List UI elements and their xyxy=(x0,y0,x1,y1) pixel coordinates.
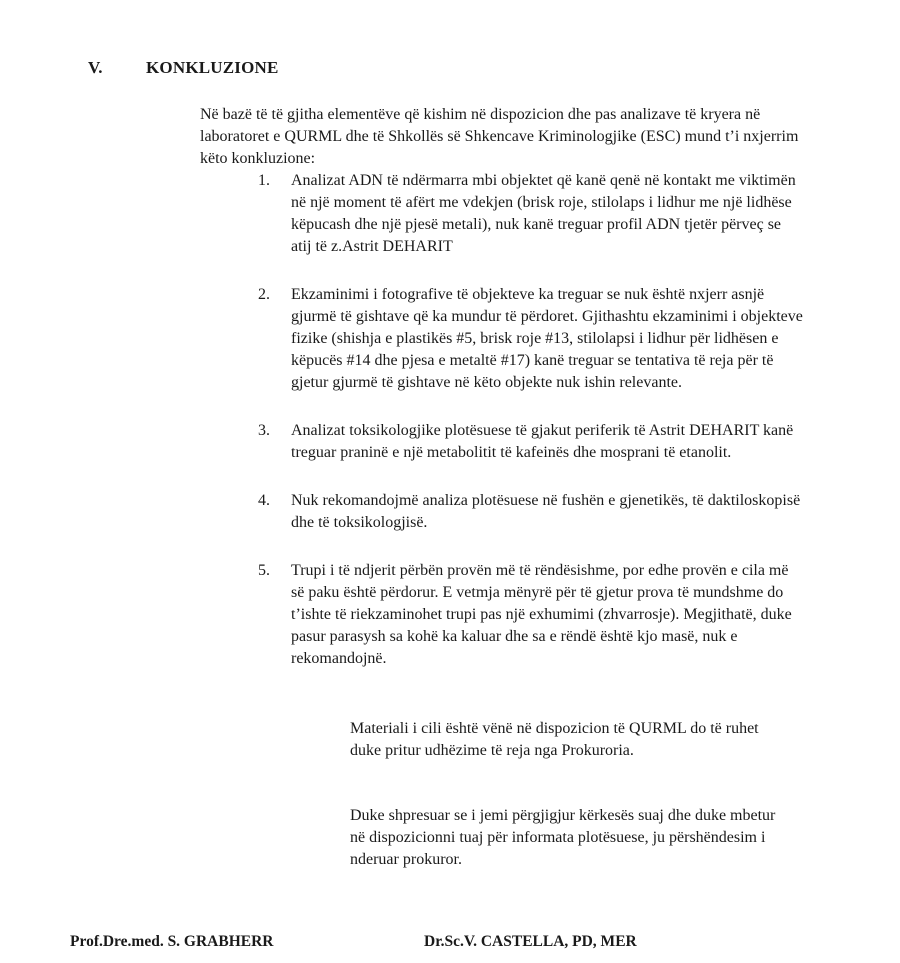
signature-left: Prof.Dre.med. S. GRABHERR xyxy=(70,933,274,950)
materials-paragraph: Materiali i cili është vënë në dispozicion të QURML do të ruhet duke pritur udhëzime të reja nga Prokuroria. xyxy=(350,720,759,759)
section-heading xyxy=(88,58,279,78)
list-item xyxy=(258,490,803,534)
section-number: V. xyxy=(88,58,103,77)
list-item-number: 2. xyxy=(258,286,270,303)
list-item-text: Analizat ADN të ndërmarra mbi objektet që kanë qenë në kontakt me viktimën në një moment të afërt me vdekjen (brisk roje, stilolaps i lidhur me një lidhëse këpucash dhe një pjesë metali), nuk kanë treguar profil ADN tjetër përveç se atij të z.Astrit DEHARIT xyxy=(291,172,796,255)
list-item-number: 1. xyxy=(258,172,270,189)
list-item-text: Ekzaminimi i fotografive të objekteve ka treguar se nuk është nxjerr asnjë gjurmë të gishtave që ka mundur të përdoret. Gjithashtu ekzaminimi i objekteve fizike (shishja e plastikës #5, brisk roje #13, stilolapsi i lidhur për lidhësen e këpucës #14 dhe pjesa e metaltë #17) kanë treguar se tentativa të reja për të gjetur gjurmë të gishtave në këto objekte nuk ishin relevante. xyxy=(291,286,803,391)
intro-paragraph: Në bazë të të gjitha elementëve që kishim në dispozicion dhe pas analizave të kryera në laboratoret e QURML dhe të Shkollës së Shkencave Kriminologjike (ESC) mund t’i nxjerrim këto konkluzione: xyxy=(200,106,799,167)
conclusions-list xyxy=(258,170,803,696)
list-item-text: Analizat toksikologjike plotësuese të gjakut periferik të Astrit DEHARIT kanë treguar praninë e një metabolitit të kafeinës dhe mosprani të etanolit. xyxy=(291,422,794,461)
list-item xyxy=(258,420,803,464)
list-item-number: 4. xyxy=(258,492,270,509)
list-item xyxy=(258,170,803,258)
list-item-number: 5. xyxy=(258,562,270,579)
section-title: KONKLUZIONE xyxy=(146,58,279,77)
list-item-text: Nuk rekomandojmë analiza plotësuese në fushën e gjenetikës, të daktiloskopisë dhe të toksikologjisë. xyxy=(291,492,801,531)
signature-right: Dr.Sc.V. CASTELLA, PD, MER xyxy=(424,933,637,950)
list-item-number: 3. xyxy=(258,422,270,439)
closing-paragraph: Duke shpresuar se i jemi përgjigjur kërkesës suaj dhe duke mbetur në dispozicionni tuaj për informata plotësuese, ju përshëndesim i nderuar prokuror. xyxy=(350,807,776,868)
list-item xyxy=(258,560,803,670)
list-item xyxy=(258,284,803,394)
list-item-text: Trupi i të ndjerit përbën provën më të rëndësishme, por edhe provën e cila më së paku është përdorur. E vetmja mënyrë për të gjetur prova të mundshme do t’ishte të riekzaminohet trupi pas një exhumimi (zhvarrosje). Megjithatë, duke pasur parasysh sa kohë ka kaluar dhe sa e rëndë është kjo masë, nuk e rekomandojnë. xyxy=(291,562,792,667)
